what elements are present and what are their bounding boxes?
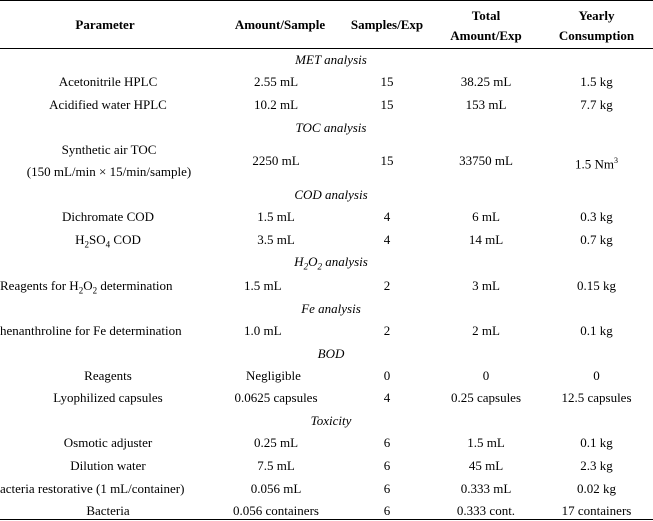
formula-part: determination (97, 278, 173, 293)
row-osmotic-amount: 0.25 mL (253, 435, 299, 450)
row-bacteria-yearly: 17 containers (561, 503, 632, 518)
row-lyophilized-parameter: Lyophilized capsules (53, 390, 163, 405)
row-osmotic-total: 1.5 mL (467, 435, 505, 450)
row-synthetic-air-samples: 15 (380, 153, 394, 168)
row-h2so4-yearly: 0.7 kg (580, 232, 613, 247)
yearly-value: 1.5 Nm (575, 156, 614, 172)
row-dichromate-yearly: 0.3 kg (580, 209, 613, 224)
formula-subscript: 2 (78, 285, 84, 296)
formula-part: SO (89, 232, 106, 247)
section-met-analysis: MET analysis (295, 52, 367, 67)
formula-part: O (308, 254, 318, 269)
section-h2o2-analysis (216, 254, 446, 275)
row-acetonitrile-yearly: 1.5 kg (580, 74, 613, 89)
row-reagents-parameter: Reagents (84, 368, 132, 383)
row-acetonitrile-samples: 15 (380, 74, 394, 89)
row-osmotic-samples: 6 (383, 435, 391, 450)
row-h2o2-total: 3 mL (472, 278, 500, 293)
row-h2so4-total: 14 mL (468, 232, 504, 247)
row-bacteria-total: 0.333 cont. (456, 503, 516, 518)
row-restorative-amount: 0.056 mL (250, 481, 302, 496)
section-fe-analysis: Fe analysis (301, 301, 361, 316)
row-bacteria-amount: 0.056 containers (233, 503, 319, 518)
row-dichromate-parameter: Dichromate COD (61, 209, 155, 224)
formula-subscript: 2 (92, 285, 98, 296)
section-toc-analysis: TOC analysis (295, 120, 367, 135)
row-bacteria-samples: 6 (383, 503, 391, 518)
row-acidified-water-yearly: 7.7 kg (580, 97, 613, 112)
formula-subscript: 2 (84, 239, 90, 250)
row-fe-samples: 2 (383, 323, 391, 338)
row-synthetic-air-total: 33750 mL (459, 153, 513, 168)
header-amount-sample: Amount/Sample (234, 17, 326, 32)
row-dichromate-amount: 1.5 mL (257, 209, 295, 224)
row-h2o2-samples: 2 (383, 278, 391, 293)
header-total-line1: Total (471, 8, 501, 23)
row-synthetic-air-parameter-detail: (150 mL/min × 15/min/sample) (26, 164, 192, 179)
row-dilution-samples: 6 (383, 458, 391, 473)
header-yearly-line2: Consumption (558, 28, 635, 43)
row-h2so4-parameter (0, 232, 216, 253)
row-synthetic-air-amount: 2250 mL (252, 153, 300, 168)
unit-superscript: 3 (614, 156, 618, 165)
row-acidified-water-amount: 10.2 mL (253, 97, 299, 112)
row-reagents-total: 0 (482, 368, 490, 383)
row-lyophilized-total: 0.25 capsules (450, 390, 522, 405)
row-fe-parameter: henanthroline for Fe determination (0, 323, 182, 338)
formula-part: O (83, 278, 93, 293)
formula-part: analysis (321, 254, 368, 269)
row-acetonitrile-amount: 2.55 mL (253, 74, 299, 89)
section-toxicity: Toxicity (310, 413, 352, 428)
row-fe-yearly: 0.1 kg (580, 323, 613, 338)
formula-part: H (75, 232, 85, 247)
row-h2o2-yearly: 0.15 kg (577, 278, 616, 293)
row-bacteria-parameter: Bacteria (86, 503, 130, 518)
row-lyophilized-yearly: 12.5 capsules (561, 390, 632, 405)
row-synthetic-air-parameter: Synthetic air TOC (61, 142, 157, 157)
header-yearly-line1: Yearly (578, 8, 615, 23)
row-h2so4-amount: 3.5 mL (257, 232, 295, 247)
formula-subscript: 2 (303, 261, 309, 272)
row-dichromate-samples: 4 (383, 209, 391, 224)
header-samples-exp: Samples/Exp (350, 17, 424, 32)
row-dilution-parameter: Dilution water (70, 458, 146, 473)
row-restorative-parameter: acteria restorative (1 mL/container) (0, 481, 185, 496)
row-lyophilized-amount: 0.0625 capsules (234, 390, 318, 405)
formula-part: COD (110, 232, 141, 247)
row-acetonitrile-total: 38.25 mL (460, 74, 512, 89)
section-cod-analysis: COD analysis (294, 187, 368, 202)
row-synthetic-air-yearly (540, 153, 653, 172)
row-acidified-water-parameter: Acidified water HPLC (49, 97, 167, 112)
section-bod: BOD (317, 346, 345, 361)
row-restorative-samples: 6 (383, 481, 391, 496)
row-fe-total: 2 mL (472, 323, 500, 338)
row-lyophilized-samples: 4 (383, 390, 391, 405)
header-parameter: Parameter (75, 17, 135, 32)
row-reagents-amount: Negligible (246, 368, 301, 383)
header-total-line2: Amount/Exp (450, 28, 522, 43)
row-restorative-total: 0.333 mL (460, 481, 512, 496)
row-dilution-yearly: 2.3 kg (580, 458, 613, 473)
table-bottom-rule (0, 519, 653, 520)
formula-subscript: 4 (105, 239, 111, 250)
row-acidified-water-total: 153 mL (465, 97, 507, 112)
formula-part: H (294, 254, 304, 269)
row-fe-amount: 1.0 mL (244, 323, 282, 338)
row-h2o2-amount: 1.5 mL (244, 278, 282, 293)
row-osmotic-yearly: 0.1 kg (580, 435, 613, 450)
row-reagents-samples: 0 (383, 368, 391, 383)
row-h2so4-samples: 4 (383, 232, 391, 247)
row-acetonitrile-parameter: Acetonitrile HPLC (58, 74, 158, 89)
row-osmotic-parameter: Osmotic adjuster (63, 435, 153, 450)
row-restorative-yearly: 0.02 kg (577, 481, 616, 496)
row-dichromate-total: 6 mL (472, 209, 500, 224)
formula-part: Reagents for H (0, 278, 79, 293)
row-dilution-total: 45 mL (468, 458, 504, 473)
row-reagents-yearly: 0 (593, 368, 600, 383)
formula-subscript: 2 (317, 261, 322, 272)
row-acidified-water-samples: 15 (380, 97, 394, 112)
row-h2o2-parameter (0, 278, 216, 299)
row-dilution-amount: 7.5 mL (257, 458, 295, 473)
